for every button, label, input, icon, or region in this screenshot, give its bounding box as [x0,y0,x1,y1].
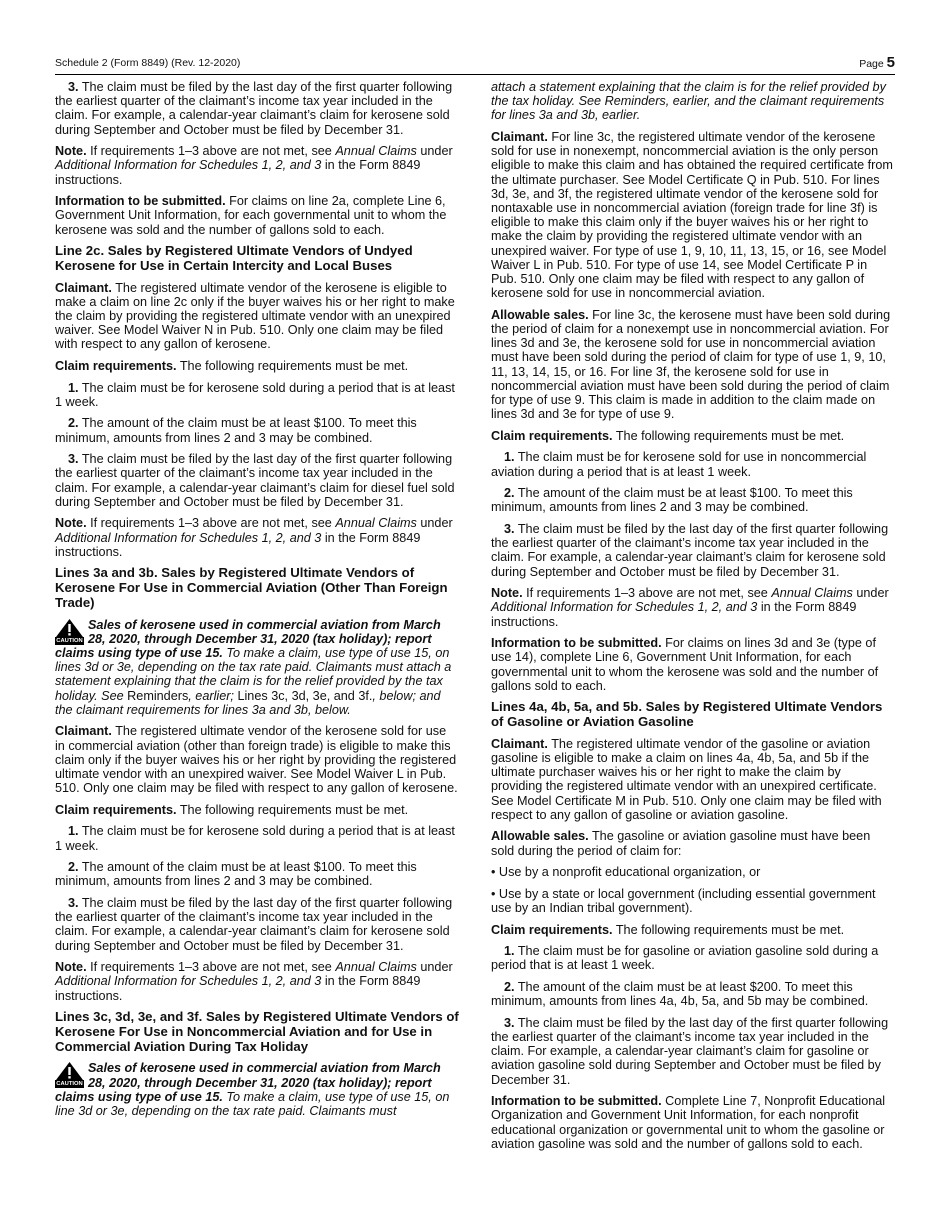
requirement-item: 3. The claim must be filed by the last day of the first quarter following the earliest quarter of the claimant’s income tax year included in the claim. For example, a calendar-year claimant’s claim for diesel fuel sold during September and October must be filed by December 31. [55,452,455,509]
note-paragraph: Note. If requirements 1–3 above are not met, see Annual Claims under Additional Information for Schedules 1, 2, and 3 in the Form 8849 instructions. [491,586,889,629]
section-heading-lines-3c-3f: Lines 3c, 3d, 3e, and 3f. Sales by Registered Ultimate Vendors of Kerosene For Use in Noncommercial Aviation and for Use in Commercial Aviation During Tax Holiday [55,1009,459,1054]
requirement-item: 3. The claim must be filed by the last day of the first quarter following the earliest quarter of the claimant’s income tax year included in the claim. For example, a calendar-year claimant’s claim for gasoline or aviation gasoline sold during September and October must be filed by December 31. [491,1015,889,1087]
info-paragraph: Information to be submitted. Complete Line 7, Nonprofit Educational Organization and Government Unit Information, for each nonprofit educational organization or governmental unit to whom the gasoline or aviation gasoline was sold and the number of gallons sold to each. [491,1094,886,1151]
requirements-intro: Claim requirements. The following requirements must be met. [55,802,409,817]
requirement-item: 2. The amount of the claim must be at least $200. To meet this minimum, amounts from lines 4a, 4b, 5a, and 5b may be combined. [491,979,869,1009]
note-paragraph: Note. If requirements 1–3 above are not met, see Annual Claims under Additional Information for Schedules 1, 2, and 3 in the Form 8849 instructions. [55,144,453,187]
allowable-sales-paragraph: Allowable sales. The gasoline or aviation gasoline must have been sold during the period of claim for: [491,829,871,858]
info-paragraph: Information to be submitted. For claims on lines 3d and 3e (type of use 14), complete Line 6, Government Unit Information, for each governmental unit to whom the kerosene was sold and the number of gallons sold to each. [491,636,879,693]
bullet-item: • Use by a nonprofit educational organization, or [491,865,761,880]
allowable-sales-paragraph: Allowable sales. For line 3c, the kerosene must have been sold during the period of claim for a nonexempt use in noncommercial aviation. For lines 3d and 3e, the kerosene sold for use in noncommercial aviation must have been sold during the period of claim for type of use 1, 9, 10, 11, 13, 14, 15, or 16. For line 3f, the kerosene sold for use in noncommercial aviation must have been sold during the period of claim for type of use 9. This claim is made in addition to the claim made on lines 3d and 3e for type of use 9. [491,307,891,422]
page-number: Page 5 [859,54,895,71]
requirement-item: 3. The claim must be filed by the last day of the first quarter following the earliest quarter of the claimant’s income tax year included in the claim. For example, a calendar-year claimant’s claim for kerosene sold during September and October must be filed by December 31. [491,522,889,579]
claimant-paragraph: Claimant. The registered ultimate vendor of the kerosene sold for use in commercial aviation (other than foreign trade) is eligible to make this claim only if the buyer waives his or her right by providing the registered ultimate vendor with an unexpired waiver. See Model Waiver L in Pub. 510. Only one claim may be filed with respect to any gallon of kerosene. [55,724,458,796]
caution-icon: CAUTION [55,619,84,645]
section-heading-lines-3a-3b: Lines 3a and 3b. Sales by Registered Ultimate Vendors of Kerosene For Use in Commercial Aviation (Other Than Foreign Trade) [55,565,448,611]
bullet-item: • Use by a state or local government (including essential government use by an Indian tribal government). [491,886,876,915]
requirement-item: 2. The amount of the claim must be at least $100. To meet this minimum, amounts from lines 2 and 3 may be combined. [55,416,417,445]
requirement-item: 2. The amount of the claim must be at least $100. To meet this minimum, amounts from lines 2 and 3 may be combined. [491,486,853,515]
requirement-item: 1. The claim must be for kerosene sold during a period that is at least 1 week. [55,380,455,409]
page-header [55,54,895,75]
requirements-intro: Claim requirements. The following requirements must be met. [491,922,845,937]
caution-continuation: attach a statement explaining that the claim is for the relief provided by the tax holiday. See Reminders, earlier, and the claimant requirements for lines 3a and 3b, earlier. [491,80,886,123]
right-column [491,80,895,1158]
claimant-paragraph: Claimant. The registered ultimate vendor of the gasoline or aviation gasoline is eligible to make a claim on lines 4a, 4b, 5a, and 5b if the ultimate purchaser waives his or her right to make the claim by providing the registered ultimate vendor with an unexpired certificate. See Model Certificate M in Pub. 510. Only one claim may be filed with respect to any gallon of gasoline or aviation gasoline. [491,736,882,822]
section-heading-lines-4a-5b: Lines 4a, 4b, 5a, and 5b. Sales by Registered Ultimate Vendors of Gasoline or Aviation Gasoline [491,699,883,730]
requirement-item: 1. The claim must be for kerosene sold for use in noncommercial aviation during a period that is at least 1 week. [491,450,867,479]
caution-notice: CAUTION Sales of kerosene used in commercial aviation from March 28, 2020, through December 31, 2020 (tax holiday); report claims using type of use 15. To make a claim, use type of use 15, on line 3d or 3e, depending on the tax rate paid. Claimants must [55,1061,450,1118]
requirement-item: 1. The claim must be for gasoline or aviation gasoline sold during a period that is at least 1 week. [491,944,879,973]
left-column [55,80,459,1126]
claimant-paragraph: Claimant. For line 3c, the registered ultimate vendor of the kerosene sold for use in nonexempt, noncommercial aviation is the only person eligible to make this claim and has obtained the required certificate from the ultimate purchaser. See Model Certificate Q in Pub. 510. For lines 3d, 3e, and 3f, the registered ultimate vendor of the kerosene sold for nontaxable use in noncommercial aviation (foreign trade for line 3f) is eligible to make this claim only if the buyer waives his or her right to make the claim by providing the registered ultimate vendor with an unexpired waiver. For type of use 1, 9, 10, 11, 13, 15, or 16, see Model Waiver L in Pub. 510. For type of use 14, see Model Certificate P in Pub. 510. Only one claim may be filed with respect to any gallon of kerosene sold for use in noncommercial aviation. [491,130,893,301]
caution-notice: CAUTION Sales of kerosene used in commercial aviation from March 28, 2020, through December 31, 2020 (tax holiday); report claims using type of use 15. To make a claim, use type of use 15, on lines 3d or 3e, depending on the tax rate paid. Claimants must attach a statement explaining that the claim is for the relief provided by the tax holiday. See Reminders, earlier; Lines 3c, 3d, 3e, and 3f., below; and the claimant requirements for lines 3a and 3b, below. [55,617,452,717]
requirements-intro: Claim requirements. The following requirements must be met. [55,358,409,373]
note-paragraph: Note. If requirements 1–3 above are not met, see Annual Claims under Additional Information for Schedules 1, 2, and 3 in the Form 8849 instructions. [55,516,453,559]
requirements-intro: Claim requirements. The following requirements must be met. [491,428,845,443]
note-paragraph: Note. If requirements 1–3 above are not met, see Annual Claims under Additional Information for Schedules 1, 2, and 3 in the Form 8849 instructions. [55,960,453,1003]
section-heading-line-2c: Line 2c. Sales by Registered Ultimate Vendors of Undyed Kerosene for Use in Certain Intercity and Local Buses [55,243,413,274]
caution-icon: CAUTION [55,1062,84,1088]
requirement-item: 2. The amount of the claim must be at least $100. To meet this minimum, amounts from lines 2 and 3 may be combined. [55,860,417,889]
requirement-item: 3. The claim must be filed by the last day of the first quarter following the earliest quarter of the claimant’s income tax year included in the claim. For example, a calendar-year claimant’s claim for kerosene sold during September and October must be filed by December 31. [55,80,453,137]
requirement-item: 1. The claim must be for kerosene sold during a period that is at least 1 week. [55,824,455,853]
requirement-item: 3. The claim must be filed by the last day of the first quarter following the earliest quarter of the claimant’s income tax year included in the claim. For example, a calendar-year claimant’s claim for kerosene sold during September and October must be filed by December 31. [55,895,453,953]
claimant-paragraph: Claimant. The registered ultimate vendor of the kerosene is eligible to make a claim on line 2c only if the buyer waives his or her right to make the claim by providing the registered ultimate vendor with an unexpired waiver. See Model Waiver N in Pub. 510. Only one claim may be filed with respect to any gallon of kerosene. [55,280,455,352]
info-paragraph: Information to be submitted. For claims on line 2a, complete Line 6, Government Unit Information, for each governmental unit to whom the kerosene was sold and the number of gallons sold to each. [55,194,447,237]
form-identifier: Schedule 2 (Form 8849) (Rev. 12-2020) [55,57,241,69]
